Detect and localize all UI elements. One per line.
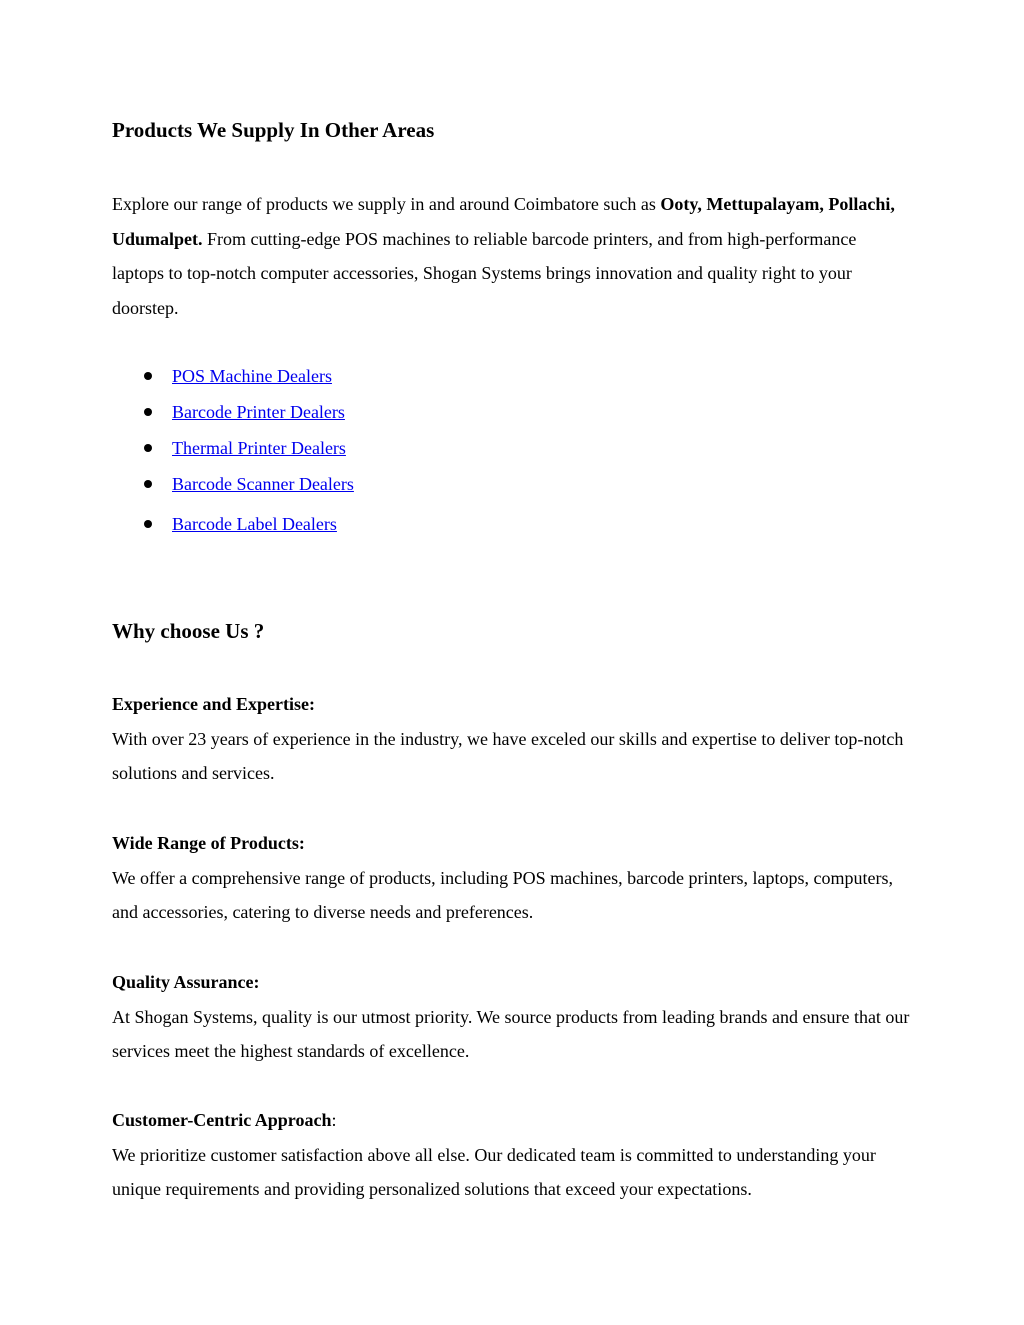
intro-areas-bold: Ooty, Mettupalayam, Pollachi, Udumalpet. xyxy=(112,194,895,249)
feature-customer xyxy=(112,1103,912,1207)
list-item xyxy=(112,434,354,470)
feature-text: We offer a comprehensive range of products, including POS machines, barcode printers, laptops, computers, and accessories, catering to diverse needs and preferences. xyxy=(112,867,893,923)
feature-title: Experience and Expertise: xyxy=(112,694,315,714)
feature-range xyxy=(112,826,912,930)
feature-title-colon: : xyxy=(331,1110,337,1130)
feature-experience xyxy=(112,687,912,791)
intro-text-end: From cutting-edge POS machines to reliable barcode printers, and from high-performance laptops to top-notch computer accessories, Shogan Systems brings innovation and quality right to your doorstep. xyxy=(112,228,857,319)
list-item xyxy=(112,470,354,506)
list-item xyxy=(112,398,354,434)
why-choose-us-heading: Why choose Us ? xyxy=(112,619,265,643)
feature-text: With over 23 years of experience in the industry, we have exceled our skills and expertise to deliver top-notch solutions and services. xyxy=(112,728,904,784)
products-link-list xyxy=(112,362,354,546)
barcode-scanner-dealers-link[interactable]: Barcode Scanner Dealers xyxy=(172,474,354,494)
products-heading: Products We Supply In Other Areas xyxy=(112,118,435,142)
feature-title: Quality Assurance: xyxy=(112,972,260,992)
intro-text-start: Explore our range of products we supply in and around Coimbatore such as xyxy=(112,194,661,214)
list-item xyxy=(112,362,354,398)
bullet-icon xyxy=(144,480,152,488)
feature-text: At Shogan Systems, quality is our utmost priority. We source products from leading brands and ensure that our services meet the highest standards of excellence. xyxy=(112,1006,910,1062)
pos-machine-dealers-link[interactable]: POS Machine Dealers xyxy=(172,366,332,386)
feature-text: We prioritize customer satisfaction above all else. Our dedicated team is committed to understanding your unique requirements and providing personalized solutions that exceed your expectations. xyxy=(112,1144,876,1200)
barcode-label-dealers-link[interactable]: Barcode Label Dealers xyxy=(172,514,337,534)
feature-title: Wide Range of Products: xyxy=(112,833,305,853)
bullet-icon xyxy=(144,444,152,452)
feature-title: Customer-Centric Approach xyxy=(112,1110,332,1130)
thermal-printer-dealers-link[interactable]: Thermal Printer Dealers xyxy=(172,438,346,458)
bullet-icon xyxy=(144,520,152,528)
bullet-icon xyxy=(144,408,152,416)
bullet-icon xyxy=(144,372,152,380)
feature-title-row xyxy=(112,1103,912,1138)
feature-quality xyxy=(112,965,912,1069)
products-intro xyxy=(112,187,912,326)
list-item xyxy=(112,510,354,546)
barcode-printer-dealers-link[interactable]: Barcode Printer Dealers xyxy=(172,402,345,422)
